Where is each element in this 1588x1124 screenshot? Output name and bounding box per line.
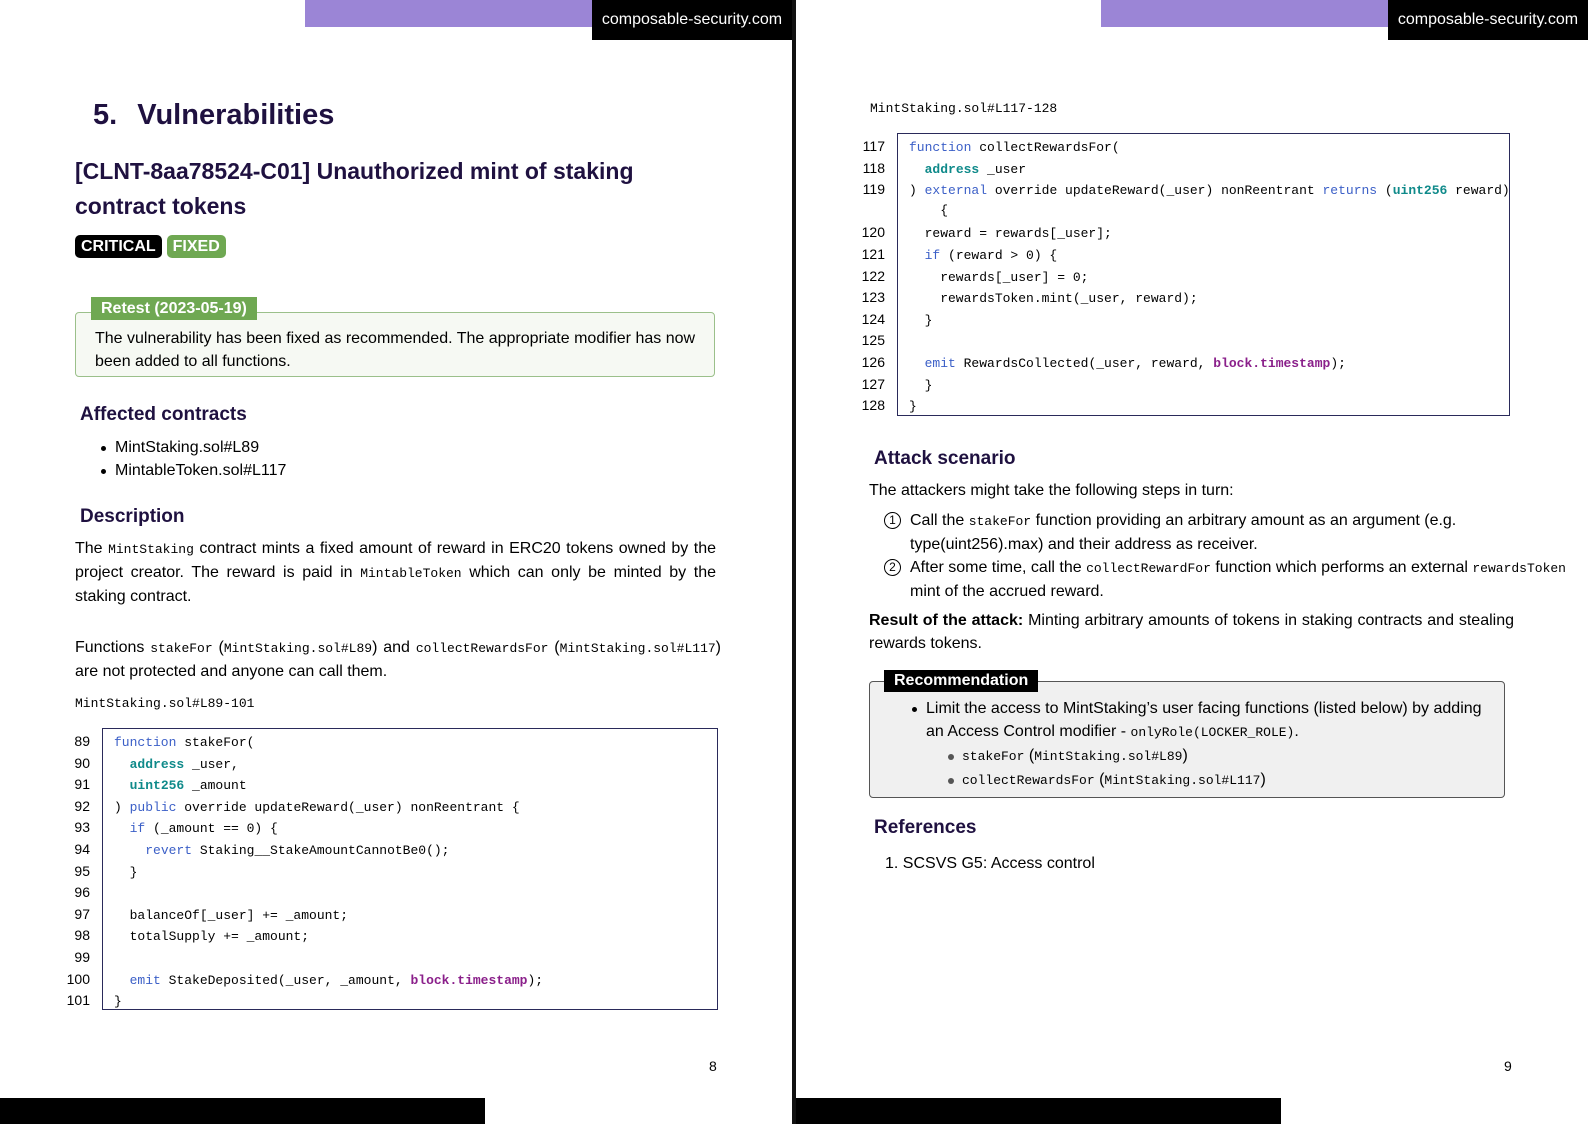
text-span: which can only be minted by the staking contract. [75,564,716,605]
line-number: 119 [862,181,885,198]
line-number: 91 [74,776,90,793]
code-token: _user [979,161,1027,177]
recommendation-sublist [926,744,1492,792]
recommendation-list [912,697,1492,792]
code-token: } [909,312,933,328]
attack-result [869,609,1514,655]
line-number: 94 [74,841,90,857]
header-domain: composable-security.com [592,0,792,40]
attack-step [872,509,1577,556]
step-number: 2 [884,559,901,576]
page-number: 9 [1504,1058,1512,1074]
status-badge: FIXED [167,235,226,258]
section-title [93,99,334,132]
affected-contracts-heading: Affected contracts [80,404,247,425]
line-number: 93 [74,819,90,836]
code-span: collectRewardsFor [962,773,1095,788]
code-line [54,861,137,881]
code-token [114,843,145,858]
code-line [849,266,1088,286]
code-token: balanceOf[_user] += _amount; [114,907,349,923]
severity-badge: CRITICAL [75,235,162,258]
code-token [114,778,130,793]
code-line [54,904,348,924]
line-number: 95 [74,862,90,879]
text-span: Functions [75,639,151,656]
code-span: MintStaking.sol#L89 [223,641,373,656]
code-token: collectRewardsFor( [971,140,1120,155]
code-line [849,158,1026,178]
text-span: ( [212,639,224,656]
code-token: if [924,248,941,263]
line-number: 117 [862,138,885,154]
code-line [849,352,1346,372]
line-number: 100 [66,970,90,987]
code-token: block.timestamp [1213,356,1331,371]
code-token: (reward > 0) { [940,248,1058,263]
code-token: reward) [1447,183,1510,199]
code-span: MintStaking.sol#L117 [1104,773,1261,788]
code-token: address [924,161,980,177]
text-span: contract mints a fixed amount of reward in ERC20 tokens owned by the project creator. The reward is paid in [75,540,717,581]
code-token: returns [1322,183,1378,199]
code-token: function [909,140,972,155]
code-token [909,162,925,177]
code-line [54,969,543,989]
line-number: 96 [74,884,90,901]
code-line [54,731,254,751]
code-span: onlyRole(LOCKER_ROLE) [1130,725,1295,740]
line-number: 99 [74,949,90,965]
line-number: 123 [861,289,885,306]
report-page-8 [0,0,792,1124]
code-token [114,821,130,836]
line-number: 124 [861,310,885,327]
code-token: totalSupply += _amount; [114,929,310,945]
text-span: Limit the access to MintStaking’s user facing functions (listed below) by adding an Access Control modifier - [926,700,1482,740]
code-line [54,882,114,902]
code-token: override updateReward(_user) nonReentrant { [176,799,520,815]
code-span: collectRewardsFor [415,641,549,656]
code-span: MintableToken [360,566,462,581]
code-line [849,374,932,394]
code-token: uint256 [1392,183,1448,199]
line-number: 101 [66,992,90,1009]
text-span: ) are not protected and anyone can call them. [75,639,721,680]
line-number: 97 [74,905,90,922]
line-number: 98 [74,927,90,944]
line-number: 120 [861,224,885,241]
code-token: ); [1330,356,1346,371]
code-token: Staking__StakeAmountCannotBe0(); [192,843,450,858]
code-line [849,179,1510,199]
line-number: 89 [74,733,90,749]
code-span: rewardsToken [1472,561,1566,576]
text-span: ) and [372,639,416,656]
result-label: Result of the attack: [869,612,1024,629]
line-number: 128 [861,397,885,414]
code-token: _user, [184,756,239,772]
code-line [54,796,520,816]
code-line [54,753,239,773]
result-text: Minting arbitrary amounts of tokens in staking contracts and stealing rewards tokens. [869,612,1515,652]
code-token: emit [129,972,161,988]
recommendation-label: Recommendation [884,670,1038,692]
code-token: stakeFor( [176,735,255,750]
vulnerability-title: [CLNT-8aa78524-C01] Unauthorized mint of staking contract tokens [75,158,634,219]
code-token: { [909,202,949,218]
code-token: address [129,756,185,772]
code-token: _amount [184,778,247,794]
code-token: block.timestamp [410,972,528,988]
code-line [54,774,247,794]
line-number: 125 [861,332,885,349]
text-span: After some time, call the [910,559,1087,576]
list-item: stakeFor (MintStaking.sol#L89) [948,744,1492,768]
code-token: StakeDeposited(_user, _amount, [160,972,411,988]
code-line [54,817,278,837]
code-token: ( [1377,183,1393,199]
code-token: } [114,864,138,880]
code-span: MintStaking.sol#L117 [559,641,716,656]
page-number: 8 [709,1058,717,1074]
text-span: Call the [910,512,969,529]
code-line [849,136,1120,156]
code-line [849,330,909,350]
line-number: 121 [861,246,885,262]
attack-steps [872,509,1577,603]
code-line [849,201,948,221]
code-line [54,947,114,967]
line-number: 118 [862,159,885,176]
code-token [909,248,925,263]
footer-bar [796,1098,1281,1124]
text-span: function providing an arbitrary amount as an argument (e.g. type(uint256).max) and their address as receiver. [910,512,1457,553]
code-line [849,244,1057,264]
code-token [114,973,130,988]
code-token: uint256 [129,778,185,794]
code-token: external [924,183,988,199]
text-span: The [75,540,109,557]
code-span: stakeFor [150,641,213,656]
code-token: (_amount == 0) { [145,821,278,837]
line-number: 126 [861,354,885,370]
code-token: RewardsCollected(_user, reward, [955,356,1214,371]
code-token: function [114,735,177,750]
line-number: 92 [74,797,90,814]
code-token: } [114,994,122,1010]
list-item: MintableToken.sol#L117 [101,459,286,482]
list-item: MintStaking.sol#L89 [101,436,286,459]
code-span: stakeFor [962,749,1025,764]
text-span: function which performs an external [1210,559,1473,576]
badge-row [75,235,226,258]
code-token: public [129,799,177,815]
footer-bar [0,1098,485,1124]
code-token: revert [145,843,193,858]
text-span: . [1294,723,1299,740]
code-token: if [129,821,146,837]
description-paragraph-1 [75,537,716,608]
section-number: 5. [93,99,118,131]
attack-step [872,556,1577,603]
header-domain: composable-security.com [1388,0,1588,40]
code-token: ) [114,799,130,815]
code-token: ); [527,972,544,988]
list-item [912,697,1492,792]
code-token: rewards[_user] = 0; [909,269,1089,285]
code-line [54,990,122,1010]
affected-contracts-list [101,436,286,482]
description-heading: Description [80,506,185,527]
code-line [849,222,1112,242]
code-token: } [909,399,917,415]
code-token: ) [909,183,925,199]
code-span: MintStaking [108,542,194,557]
code-line [54,925,309,945]
code-span: stakeFor [968,514,1032,529]
code-line [54,839,449,859]
code-line [849,287,1198,307]
retest-text: The vulnerability has been fixed as recommended. The appropriate modifier has now been added to all functions. [95,330,696,370]
code-caption: MintStaking.sol#L89-101 [75,696,255,711]
line-number: 127 [861,375,885,392]
line-number: 90 [74,754,90,771]
section-title-text: Vulnerabilities [137,99,335,131]
attack-intro: The attackers might take the following steps in turn: [869,482,1234,499]
code-line [849,309,932,329]
step-number: 1 [884,512,901,529]
code-token [114,757,130,772]
line-number: 122 [861,267,885,284]
code-token: reward = rewards[_user]; [909,226,1112,242]
code-token: } [909,377,933,393]
attack-scenario-heading: Attack scenario [874,448,1016,469]
references-heading: References [874,817,977,838]
text-span: mint of the accrued reward. [910,583,1104,600]
retest-label: Retest (2023-05-19) [91,297,257,320]
code-token: override updateReward(_user) nonReentrant [987,183,1323,199]
list-item: 1. SCSVS G5: Access control [885,855,1095,872]
code-span: MintStaking.sol#L89 [1034,749,1183,764]
references-list [885,852,1095,875]
list-item: collectRewardsFor (MintStaking.sol#L117) [948,768,1492,792]
code-line [849,395,917,415]
code-caption: MintStaking.sol#L117-128 [870,101,1058,116]
code-token: emit [924,356,956,371]
code-span: collectRewardFor [1086,561,1211,576]
text-span: ( [548,639,560,656]
code-token [909,356,925,371]
code-token: rewardsToken.mint(_user, reward); [909,291,1198,307]
description-paragraph-2 [75,636,721,683]
